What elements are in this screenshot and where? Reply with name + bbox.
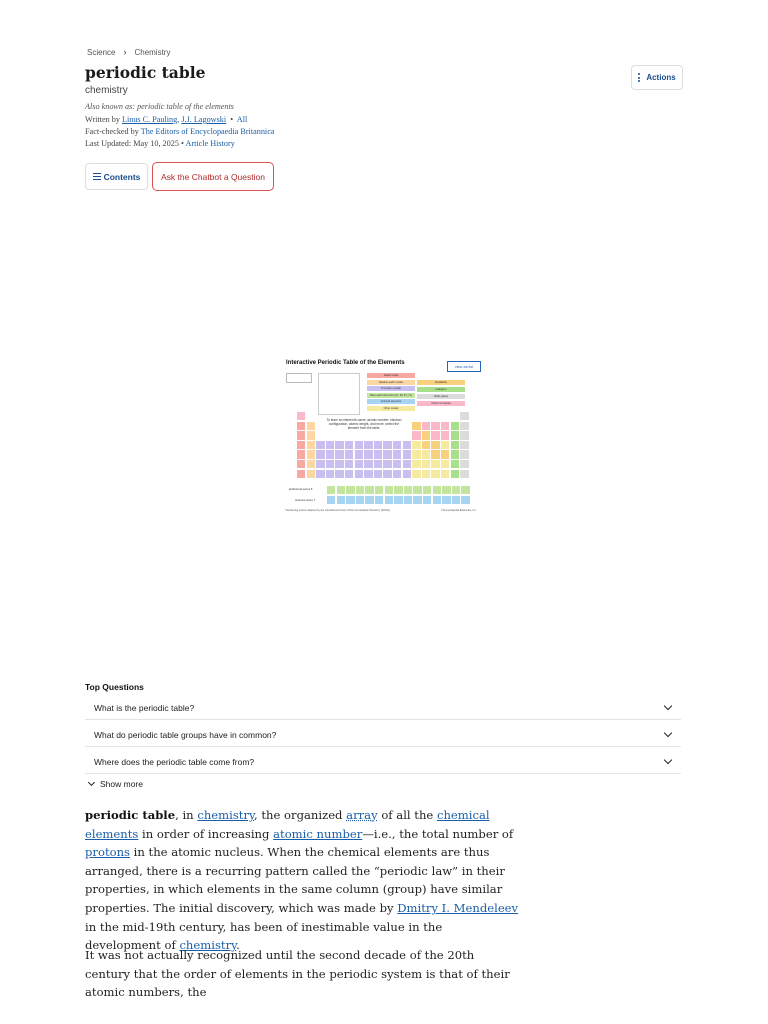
element-cell[interactable] xyxy=(307,441,315,449)
element-cell[interactable] xyxy=(422,460,430,468)
article-paragraph-2 xyxy=(85,946,521,1002)
fact-checked-by xyxy=(85,127,274,136)
element-cell[interactable] xyxy=(433,496,441,504)
element-cell[interactable] xyxy=(412,431,420,439)
element-cell[interactable] xyxy=(383,460,391,468)
article-text: in the atomic nucleus. When the chemical elements are thus arranged, there is a recurring pattern called the “periodic law” in their properties, in which elements in the same column (group) have similar properties. The initial discovery, which was made by xyxy=(85,845,505,915)
element-cell[interactable] xyxy=(460,460,468,468)
periodic-table-figure[interactable] xyxy=(283,356,483,514)
element-cell[interactable] xyxy=(431,460,439,468)
element-cell[interactable] xyxy=(364,460,372,468)
actions-button[interactable] xyxy=(631,65,683,90)
article-term: periodic table xyxy=(85,808,176,822)
element-cell[interactable] xyxy=(375,486,383,494)
element-cell[interactable] xyxy=(422,450,430,458)
element-cell[interactable] xyxy=(460,441,468,449)
element-cell[interactable] xyxy=(413,496,421,504)
actions-label: Actions xyxy=(646,73,676,82)
author-link-pauling[interactable]: Linus C. Pauling xyxy=(121,115,178,124)
element-cell[interactable] xyxy=(431,422,439,430)
article-paragraph-1 xyxy=(85,806,521,955)
menu-icon xyxy=(93,173,101,180)
element-cell[interactable] xyxy=(441,431,449,439)
last-updated-text: Last Updated: May 10, 2025 xyxy=(85,139,179,148)
element-cell[interactable] xyxy=(404,486,412,494)
link-chemistry[interactable]: chemistry xyxy=(197,808,255,822)
element-cell[interactable] xyxy=(422,422,430,430)
element-cell[interactable] xyxy=(307,422,315,430)
element-cell[interactable] xyxy=(383,441,391,449)
article-text: , in xyxy=(175,808,198,822)
element-cell[interactable] xyxy=(423,486,431,494)
element-cell[interactable] xyxy=(375,496,383,504)
element-cell[interactable] xyxy=(365,496,373,504)
element-cell[interactable] xyxy=(374,441,382,449)
element-cell[interactable] xyxy=(404,496,412,504)
element-cell[interactable] xyxy=(451,441,459,449)
written-by: Written by Linus C. Pauling, J.J. Lagowski • All xyxy=(85,115,248,124)
figure-copyright: © Encyclopædia Britannica, Inc. xyxy=(441,509,477,512)
element-cell[interactable] xyxy=(422,441,430,449)
element-cell[interactable] xyxy=(441,441,449,449)
ask-chatbot-button[interactable]: Ask the Chatbot a Question xyxy=(152,162,274,191)
element-cell[interactable] xyxy=(451,422,459,430)
element-cell[interactable] xyxy=(412,470,420,478)
element-cell[interactable] xyxy=(297,431,305,439)
question-text: What do periodic table groups have in common? xyxy=(94,729,277,740)
element-cell[interactable] xyxy=(385,496,393,504)
element-cell[interactable] xyxy=(403,441,411,449)
element-key-box xyxy=(286,373,312,383)
figure-footnote: *Numbering system adopted by the International Union of Pure and Applied Chemistry (IUPAC). xyxy=(285,509,391,512)
link-mendeleev[interactable]: Dmitry I. Mendeleev xyxy=(397,900,519,915)
element-cell[interactable] xyxy=(355,460,363,468)
fact-checker-link[interactable]: The Editors of Encyclopaedia Britannica xyxy=(140,127,275,136)
written-by-label: Written by xyxy=(85,115,120,124)
element-cell[interactable] xyxy=(335,460,343,468)
legend-item: Metalloids xyxy=(417,380,465,385)
element-cell[interactable] xyxy=(452,496,460,504)
element-cell[interactable] xyxy=(335,441,343,449)
element-cell[interactable] xyxy=(460,431,468,439)
element-cell[interactable] xyxy=(346,486,354,494)
chevron-down-icon xyxy=(664,756,672,764)
element-cell[interactable] xyxy=(337,486,345,494)
element-cell[interactable] xyxy=(345,470,353,478)
legend-item: Other metals xyxy=(367,406,415,411)
element-cell[interactable] xyxy=(460,470,468,478)
element-cell[interactable] xyxy=(441,460,449,468)
element-cell[interactable] xyxy=(335,470,343,478)
lanthanoid-series-label: lanthanoid series 6 xyxy=(289,487,313,491)
element-cell[interactable] xyxy=(431,431,439,439)
legend-item: Noble gases xyxy=(417,394,465,399)
element-cell[interactable] xyxy=(441,450,449,458)
element-cell[interactable] xyxy=(403,460,411,468)
element-cell[interactable] xyxy=(337,496,345,504)
element-cell[interactable] xyxy=(356,496,364,504)
element-cell[interactable] xyxy=(393,441,401,449)
last-updated xyxy=(85,139,235,148)
breadcrumb xyxy=(87,47,170,57)
element-cell[interactable] xyxy=(412,460,420,468)
fact-checked-label: Fact-checked by xyxy=(85,127,139,136)
element-cell[interactable] xyxy=(442,496,450,504)
bullet-separator: • xyxy=(228,115,236,124)
element-cell[interactable] xyxy=(461,486,469,494)
element-cell[interactable] xyxy=(385,486,393,494)
element-cell[interactable] xyxy=(383,470,391,478)
element-cell[interactable] xyxy=(327,486,335,494)
element-cell[interactable] xyxy=(452,486,460,494)
legend-item: Other nonmetals xyxy=(417,401,465,406)
element-cell[interactable] xyxy=(413,486,421,494)
element-cell[interactable] xyxy=(345,441,353,449)
element-cell[interactable] xyxy=(460,450,468,458)
view-as-list-button[interactable]: view as list xyxy=(447,361,481,372)
element-cell[interactable] xyxy=(441,470,449,478)
link-atomic-number[interactable]: atomic number xyxy=(273,826,363,841)
element-cell[interactable] xyxy=(441,422,449,430)
bullet-separator: • xyxy=(180,139,184,148)
element-cell[interactable] xyxy=(393,460,401,468)
element-cell[interactable] xyxy=(326,441,334,449)
element-cell[interactable] xyxy=(355,450,363,458)
element-cell[interactable] xyxy=(374,450,382,458)
element-cell[interactable] xyxy=(307,470,315,478)
element-cell[interactable] xyxy=(451,470,459,478)
element-cell[interactable] xyxy=(316,470,324,478)
element-cell[interactable] xyxy=(383,450,391,458)
page-subtitle: chemistry xyxy=(85,85,128,96)
also-known-as: Also known as: periodic table of the elements xyxy=(85,102,234,111)
element-cell[interactable] xyxy=(393,470,401,478)
chevron-right-icon: › xyxy=(123,47,127,57)
element-cell[interactable] xyxy=(297,441,305,449)
element-cell[interactable] xyxy=(393,450,401,458)
link-chemical-elements[interactable]: chemical elements xyxy=(85,808,490,841)
element-cell[interactable] xyxy=(316,460,324,468)
chevron-down-icon xyxy=(664,729,672,737)
show-more-label: Show more xyxy=(100,779,143,789)
show-more-button[interactable] xyxy=(89,779,143,789)
element-detail-box xyxy=(318,373,360,415)
kebab-menu-icon xyxy=(638,73,640,82)
article-text: It was not actually recognized until the second decade of the 20th century that the order of elements in the periodic system is that of their atomic numbers, the xyxy=(85,948,510,1000)
element-cell[interactable] xyxy=(364,450,372,458)
breadcrumb-science[interactable]: Science xyxy=(87,47,116,57)
element-cell[interactable] xyxy=(431,470,439,478)
element-cell[interactable] xyxy=(327,496,335,504)
legend-item: Halogens xyxy=(417,387,465,392)
question-item[interactable] xyxy=(85,723,681,747)
figure-instructions: To learn an element's name, atomic number, electron configuration, atomic weight, and more, select the element from the table. xyxy=(326,418,402,430)
element-cell[interactable] xyxy=(422,431,430,439)
element-cell[interactable] xyxy=(297,460,305,468)
element-cell[interactable] xyxy=(374,470,382,478)
element-cell[interactable] xyxy=(335,450,343,458)
chevron-down-icon xyxy=(88,779,95,786)
element-cell[interactable] xyxy=(297,450,305,458)
element-cell[interactable] xyxy=(297,422,305,430)
element-cell[interactable] xyxy=(326,450,334,458)
element-cell[interactable] xyxy=(364,441,372,449)
question-text: What is the periodic table? xyxy=(94,702,195,713)
breadcrumb-chemistry[interactable]: Chemistry xyxy=(134,47,171,57)
element-cell[interactable] xyxy=(345,450,353,458)
element-cell[interactable] xyxy=(412,441,420,449)
element-cell[interactable] xyxy=(433,486,441,494)
element-cell[interactable] xyxy=(403,470,411,478)
figure-title: Interactive Periodic Table of the Elements xyxy=(286,360,405,366)
element-cell[interactable] xyxy=(346,496,354,504)
link-chemistry-2[interactable]: chemistry xyxy=(179,938,237,953)
legend-item: Transition metals xyxy=(367,386,415,391)
element-cell[interactable] xyxy=(422,470,430,478)
element-cell[interactable] xyxy=(431,450,439,458)
legend-item: Alkali metals xyxy=(367,373,415,378)
element-cell[interactable] xyxy=(356,486,364,494)
element-cell[interactable] xyxy=(355,441,363,449)
element-cell[interactable] xyxy=(460,412,468,420)
element-cell[interactable] xyxy=(451,431,459,439)
article-text: of all the xyxy=(377,808,437,822)
article-text: in the mid-19th century, has been of inestimable value in the development of xyxy=(85,919,443,953)
element-cell[interactable] xyxy=(461,496,469,504)
contents-button[interactable] xyxy=(85,163,148,190)
element-cell[interactable] xyxy=(307,431,315,439)
element-cell[interactable] xyxy=(460,422,468,430)
element-cell[interactable] xyxy=(431,441,439,449)
page-title: periodic table xyxy=(85,63,206,82)
all-authors-link[interactable]: All xyxy=(236,115,248,124)
element-cell[interactable] xyxy=(316,441,324,449)
legend-item: Actinoid elements xyxy=(367,399,415,404)
element-cell[interactable] xyxy=(451,450,459,458)
question-item[interactable] xyxy=(85,750,681,774)
element-cell[interactable] xyxy=(326,470,334,478)
element-cell[interactable] xyxy=(326,460,334,468)
question-item[interactable] xyxy=(85,696,681,720)
element-cell[interactable] xyxy=(374,460,382,468)
article-text: —i.e., the total number of xyxy=(362,826,514,841)
article-text: . xyxy=(236,938,240,953)
element-cell[interactable] xyxy=(364,470,372,478)
element-cell[interactable] xyxy=(394,486,402,494)
element-cell[interactable] xyxy=(412,422,420,430)
element-cell[interactable] xyxy=(297,412,305,420)
element-cell[interactable] xyxy=(365,486,373,494)
link-protons[interactable]: protons xyxy=(85,845,130,860)
author-link-lagowski[interactable]: J.J. Lagowski xyxy=(181,115,227,124)
chevron-down-icon xyxy=(664,702,672,710)
article-text: , the organized xyxy=(254,808,347,822)
element-cell[interactable] xyxy=(307,460,315,468)
actinoid-series-label: actinoid series 7 xyxy=(295,498,316,502)
element-cell[interactable] xyxy=(403,450,411,458)
element-cell[interactable] xyxy=(412,450,420,458)
element-cell[interactable] xyxy=(394,496,402,504)
element-cell[interactable] xyxy=(307,450,315,458)
element-cell[interactable] xyxy=(451,460,459,468)
element-cell[interactable] xyxy=(297,470,305,478)
article-history-link[interactable]: Article History xyxy=(185,139,235,148)
element-cell[interactable] xyxy=(442,486,450,494)
legend-item: Rare-earth elements (21, 39, 57–71) xyxy=(367,393,415,398)
question-text: Where does the periodic table come from? xyxy=(94,756,255,767)
contents-label: Contents xyxy=(103,171,141,182)
link-array[interactable]: array xyxy=(346,808,378,822)
top-questions-heading: Top Questions xyxy=(85,682,144,692)
element-cell[interactable] xyxy=(423,496,431,504)
element-cell[interactable] xyxy=(345,460,353,468)
element-cell[interactable] xyxy=(316,450,324,458)
element-cell[interactable] xyxy=(355,470,363,478)
article-text: in order of increasing xyxy=(138,826,274,841)
legend-item: Alkaline-earth metals xyxy=(367,380,415,385)
